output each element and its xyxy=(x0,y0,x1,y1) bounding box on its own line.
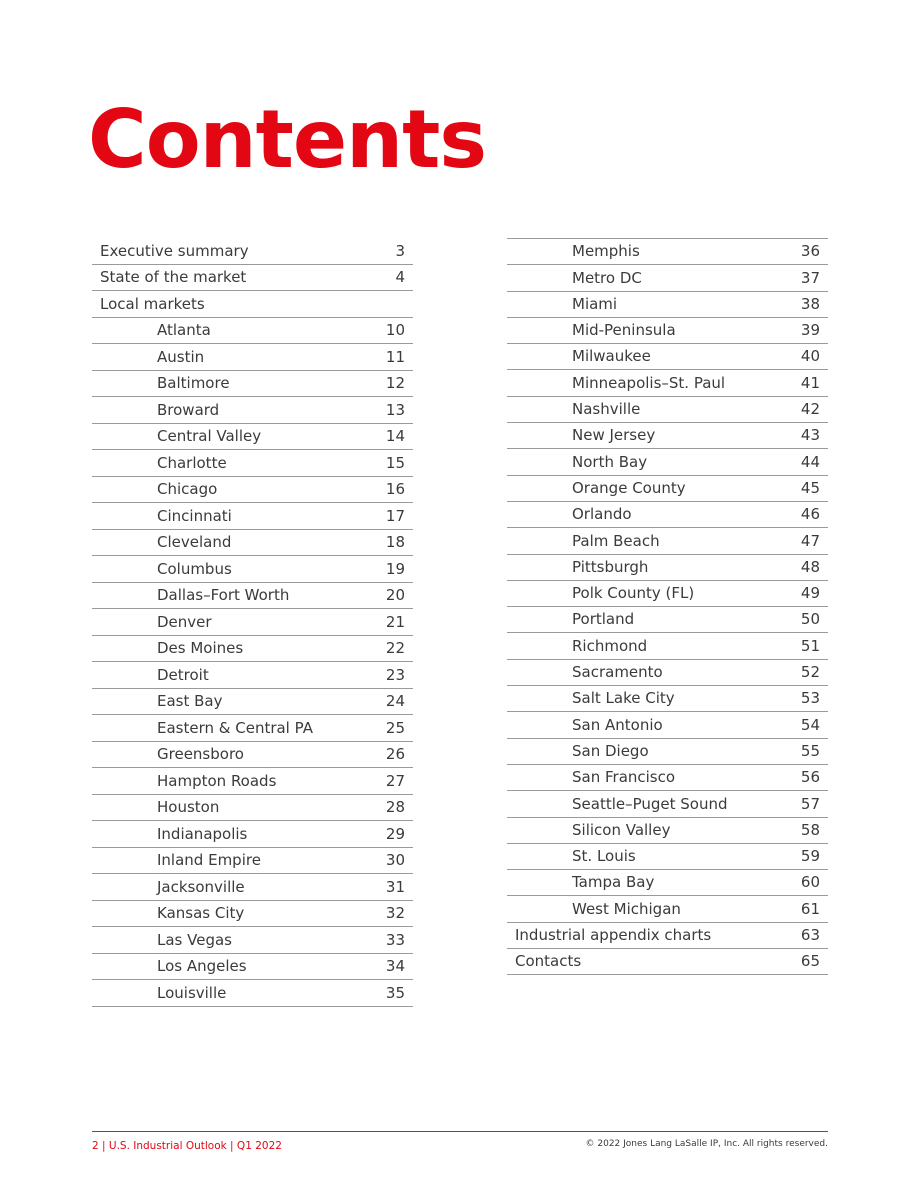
toc-entry[interactable] xyxy=(507,686,828,712)
toc-entry-page-number: 33 xyxy=(385,930,405,949)
toc-entry[interactable] xyxy=(507,292,828,318)
toc-entry-page-number: 11 xyxy=(385,347,405,366)
toc-entry[interactable] xyxy=(507,791,828,817)
toc-entry-page-number: 19 xyxy=(385,559,405,578)
toc-entry-page-number: 43 xyxy=(800,426,820,445)
footer-divider xyxy=(92,1131,828,1132)
toc-entry-label: Orlando xyxy=(572,505,632,524)
toc-entry-label: Kansas City xyxy=(157,904,245,922)
toc-entry-page-number: 48 xyxy=(800,557,820,576)
toc-entry-page-number: 50 xyxy=(800,610,820,629)
toc-right-column xyxy=(507,238,828,975)
toc-entry-page-number: 63 xyxy=(800,926,820,945)
toc-entry[interactable] xyxy=(507,239,828,265)
toc-entry-label: Contacts xyxy=(515,952,582,971)
toc-entry[interactable] xyxy=(507,844,828,870)
toc-entry-page-number: 21 xyxy=(385,612,405,631)
toc-entry-page-number: 52 xyxy=(800,663,820,682)
toc-entry-page-number: 65 xyxy=(800,952,820,971)
toc-entry-label: Atlanta xyxy=(157,321,211,339)
toc-entry-page-number: 47 xyxy=(800,531,820,550)
toc-entry-page-number: 54 xyxy=(800,715,820,734)
toc-entry-page-number: 18 xyxy=(385,533,405,551)
toc-entry-label: Memphis xyxy=(572,242,640,261)
toc-entry-label: Executive summary xyxy=(100,241,249,260)
toc-entry[interactable] xyxy=(507,502,828,528)
toc-entry-label: Columbus xyxy=(157,559,232,578)
toc-entry-page-number: 58 xyxy=(800,820,820,839)
toc-entry[interactable] xyxy=(507,660,828,686)
toc-entry-label: New Jersey xyxy=(572,426,656,445)
toc-entry-label: West Michigan xyxy=(572,899,681,918)
toc-entry[interactable] xyxy=(92,530,413,557)
toc-entry-label: Broward xyxy=(157,400,220,419)
toc-entry[interactable] xyxy=(507,528,828,554)
toc-entry-label: Baltimore xyxy=(157,374,230,392)
toc-entry-page-number: 41 xyxy=(800,373,820,392)
toc-entry-label: Central Valley xyxy=(157,427,262,445)
toc-entry-label: San Diego xyxy=(572,741,649,760)
toc-entry[interactable] xyxy=(507,633,828,659)
toc-entry[interactable] xyxy=(92,318,413,345)
toc-entry-label: Local markets xyxy=(100,294,205,313)
toc-entry[interactable] xyxy=(92,344,413,371)
toc-entry-label: East Bay xyxy=(157,692,223,710)
toc-entry-label: Denver xyxy=(157,612,212,631)
toc-entry-label: Polk County (FL) xyxy=(572,584,695,603)
toc-entry[interactable] xyxy=(92,662,413,689)
toc-entry-page-number: 22 xyxy=(385,639,405,657)
toc-entry-page-number: 60 xyxy=(800,873,820,892)
toc-entry-label: Indianapolis xyxy=(157,824,248,843)
toc-entry[interactable] xyxy=(507,397,828,423)
toc-entry-page-number: 57 xyxy=(800,794,820,813)
toc-entry-label: Houston xyxy=(157,798,220,816)
toc-entry-page-number: 4 xyxy=(395,268,405,286)
toc-entry[interactable] xyxy=(507,712,828,738)
toc-entry-label: Seattle–Puget Sound xyxy=(572,794,728,813)
toc-entry[interactable] xyxy=(92,503,413,530)
toc-entry-label: Orange County xyxy=(572,478,686,497)
toc-entry-page-number: 42 xyxy=(800,400,820,419)
toc-entry-page-number: 14 xyxy=(385,427,405,445)
toc-entry-page-number: 53 xyxy=(800,689,820,708)
toc-entry-page-number: 26 xyxy=(385,745,405,763)
toc-entry[interactable] xyxy=(92,424,413,451)
footer-page-info: 2 | U.S. Industrial Outlook | Q1 2022 xyxy=(92,1140,282,1152)
toc-entry-page-number: 30 xyxy=(385,851,405,869)
toc-entry-page-number: 10 xyxy=(385,321,405,339)
toc-entry[interactable] xyxy=(507,476,828,502)
toc-entry-label: State of the market xyxy=(100,268,247,286)
toc-entry-label: Cleveland xyxy=(157,533,232,551)
toc-entry-label: Los Angeles xyxy=(157,957,247,975)
toc-entry[interactable] xyxy=(507,370,828,396)
toc-entry-page-number: 36 xyxy=(800,242,820,261)
toc-entry-page-number: 17 xyxy=(385,506,405,525)
toc-entry-page-number: 23 xyxy=(385,665,405,684)
toc-entry[interactable] xyxy=(507,896,828,922)
toc-entry[interactable] xyxy=(92,477,413,504)
toc-entry-page-number: 45 xyxy=(800,478,820,497)
toc-entry-label: Silicon Valley xyxy=(572,820,671,839)
toc-entry-label: Mid-Peninsula xyxy=(572,321,676,340)
toc-entry-page-number: 35 xyxy=(385,983,405,1002)
toc-entry-page-number: 34 xyxy=(385,957,405,975)
toc-entry-label: Inland Empire xyxy=(157,851,261,869)
toc-entry-label: San Francisco xyxy=(572,768,676,787)
toc-entry-page-number: 38 xyxy=(800,294,820,313)
toc-entry-page-number: 49 xyxy=(800,584,820,603)
toc-entry[interactable] xyxy=(92,450,413,477)
toc-entry-page-number: 29 xyxy=(385,824,405,843)
toc-entry-label: Miami xyxy=(572,294,618,313)
toc-entry[interactable] xyxy=(92,397,413,424)
toc-entry-page-number: 39 xyxy=(800,321,820,340)
toc-entry[interactable] xyxy=(507,423,828,449)
toc-entry-page-number: 37 xyxy=(800,268,820,287)
toc-entry-page-number: 15 xyxy=(385,453,405,472)
toc-entry[interactable] xyxy=(92,795,413,822)
toc-entry-label: Des Moines xyxy=(157,639,244,657)
toc-entry-page-number: 25 xyxy=(385,718,405,737)
toc-entry-page-number: 20 xyxy=(385,586,405,604)
toc-entry-label: Salt Lake City xyxy=(572,689,675,708)
toc-entry[interactable] xyxy=(92,848,413,875)
toc-entry[interactable] xyxy=(92,954,413,981)
toc-entry[interactable] xyxy=(507,449,828,475)
toc-entry[interactable] xyxy=(92,980,413,1007)
toc-entry-label: Charlotte xyxy=(157,453,227,472)
toc-entry-page-number: 13 xyxy=(385,400,405,419)
toc-entry-label: Richmond xyxy=(572,636,648,655)
toc-entry[interactable] xyxy=(507,949,828,975)
toc-entry-label: Las Vegas xyxy=(157,930,232,949)
toc-entry[interactable] xyxy=(92,265,413,292)
toc-entry[interactable] xyxy=(92,742,413,769)
toc-entry-page-number: 12 xyxy=(385,374,405,392)
toc-entry[interactable] xyxy=(92,874,413,901)
toc-entry-page-number: 16 xyxy=(385,480,405,498)
toc-entry[interactable] xyxy=(507,739,828,765)
toc-entry-label: Metro DC xyxy=(572,268,642,287)
toc-entry[interactable] xyxy=(507,607,828,633)
toc-left-column xyxy=(92,238,413,1007)
toc-entry-label: Eastern & Central PA xyxy=(157,718,313,737)
toc-entry-label: Jacksonville xyxy=(157,877,245,896)
toc-entry-page-number: 55 xyxy=(800,741,820,760)
toc-entry[interactable] xyxy=(92,901,413,928)
toc-entry-label: Greensboro xyxy=(157,745,244,763)
toc-entry[interactable] xyxy=(92,371,413,398)
toc-entry-label: Louisville xyxy=(157,983,227,1002)
toc-entry-label: Sacramento xyxy=(572,663,663,682)
toc-entry-page-number: 46 xyxy=(800,505,820,524)
toc-entry-page-number: 61 xyxy=(800,899,820,918)
toc-entry-label: Chicago xyxy=(157,480,218,498)
footer-copyright: © 2022 Jones Lang LaSalle IP, Inc. All rights reserved. xyxy=(585,1139,828,1149)
toc-entry-page-number: 51 xyxy=(800,636,820,655)
toc-entry-page-number: 3 xyxy=(395,241,405,260)
toc-entry-label: St. Louis xyxy=(572,847,636,866)
toc-entry[interactable] xyxy=(92,821,413,848)
toc-entry[interactable] xyxy=(92,636,413,663)
toc-entry-page-number: 28 xyxy=(385,798,405,816)
toc-entry-label: Portland xyxy=(572,610,635,629)
toc-entry[interactable] xyxy=(507,344,828,370)
toc-entry-page-number: 59 xyxy=(800,847,820,866)
toc-entry-page-number: 27 xyxy=(385,771,405,790)
toc-entry-label: Dallas–Fort Worth xyxy=(157,586,290,604)
toc-entry-label: Palm Beach xyxy=(572,531,660,550)
toc-entry[interactable] xyxy=(507,581,828,607)
toc-entry[interactable] xyxy=(507,318,828,344)
toc-entry-page-number: 24 xyxy=(385,692,405,710)
toc-entry[interactable] xyxy=(92,768,413,795)
toc-entry[interactable] xyxy=(92,689,413,716)
toc-entry-label: North Bay xyxy=(572,452,648,471)
toc-entry-label: Detroit xyxy=(157,665,209,684)
toc-entry-page-number: 40 xyxy=(800,347,820,366)
toc-entry-label: Tampa Bay xyxy=(572,873,655,892)
toc-entry-label: Pittsburgh xyxy=(572,557,649,576)
toc-entry[interactable] xyxy=(507,265,828,291)
toc-entry-page-number: 32 xyxy=(385,904,405,922)
toc-entry[interactable] xyxy=(507,818,828,844)
toc-entry-page-number: 44 xyxy=(800,452,820,471)
page-title: Contents xyxy=(88,93,486,186)
toc-entry-label: Cincinnati xyxy=(157,506,232,525)
toc-entry[interactable] xyxy=(92,715,413,742)
toc-entry[interactable] xyxy=(92,583,413,610)
toc-entry[interactable] xyxy=(92,609,413,636)
toc-entry-label: Austin xyxy=(157,347,205,366)
toc-entry[interactable] xyxy=(507,870,828,896)
toc-entry[interactable] xyxy=(507,923,828,949)
toc-entry-label: Minneapolis–St. Paul xyxy=(572,373,726,392)
toc-entry[interactable] xyxy=(92,927,413,954)
toc-entry[interactable] xyxy=(92,291,413,318)
toc-entry-page-number: 56 xyxy=(800,768,820,787)
toc-entry[interactable] xyxy=(92,556,413,583)
toc-entry-label: Milwaukee xyxy=(572,347,651,366)
toc-entry-label: Industrial appendix charts xyxy=(515,926,712,945)
toc-entry[interactable] xyxy=(507,765,828,791)
toc-entry[interactable] xyxy=(92,238,413,265)
toc-entry-label: Nashville xyxy=(572,400,641,419)
toc-entry-page-number: 31 xyxy=(385,877,405,896)
toc-entry[interactable] xyxy=(507,555,828,581)
toc-entry-label: Hampton Roads xyxy=(157,771,277,790)
toc-entry-label: San Antonio xyxy=(572,715,663,734)
